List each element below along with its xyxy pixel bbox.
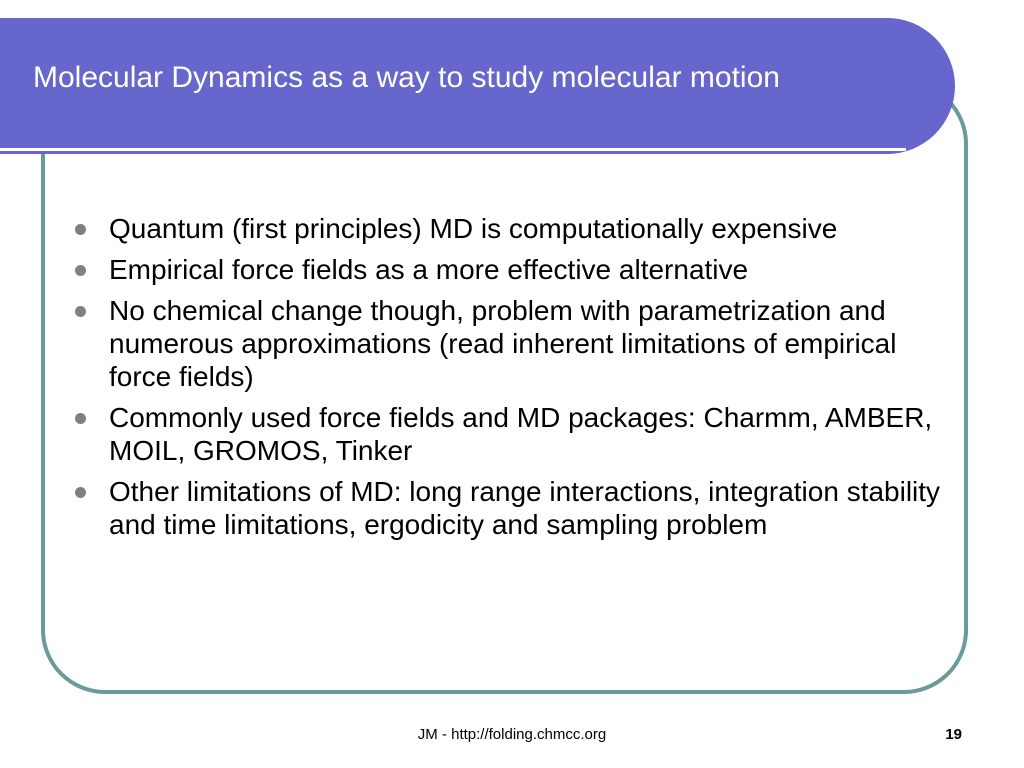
bullet-list: [72, 212, 942, 549]
slide-title: Molecular Dynamics as a way to study molecular motion: [33, 61, 780, 94]
bullet-dot-icon: [75, 306, 86, 317]
bullet-text: Other limitations of MD: long range interactions, integration stability and time limitations, ergodicity and sampling problem: [109, 476, 941, 540]
bullet-text: Quantum (first principles) MD is computationally expensive: [109, 213, 838, 244]
bullet-dot-icon: [75, 265, 86, 276]
bullet-item: [72, 401, 942, 467]
page-number: 19: [945, 726, 962, 743]
bullet-text: Empirical force fields as a more effective alternative: [109, 254, 749, 285]
bullet-text: Commonly used force fields and MD packages: Charmm, AMBER, MOIL, GROMOS, Tinker: [109, 402, 933, 466]
bullet-text: No chemical change though, problem with parametrization and numerous approximations (read inherent limitations of empirical force fields): [109, 295, 897, 392]
bullet-item: [72, 212, 942, 245]
bullet-item: [72, 294, 942, 393]
bullet-item: [72, 253, 942, 286]
bullet-dot-icon: [75, 487, 86, 498]
footer-text: JM - http://folding.chmcc.org: [417, 726, 607, 743]
title-divider: [0, 148, 906, 151]
bullet-dot-icon: [75, 413, 86, 424]
bullet-item: [72, 475, 942, 541]
bullet-dot-icon: [75, 224, 86, 235]
slide-footer: [0, 726, 1024, 743]
